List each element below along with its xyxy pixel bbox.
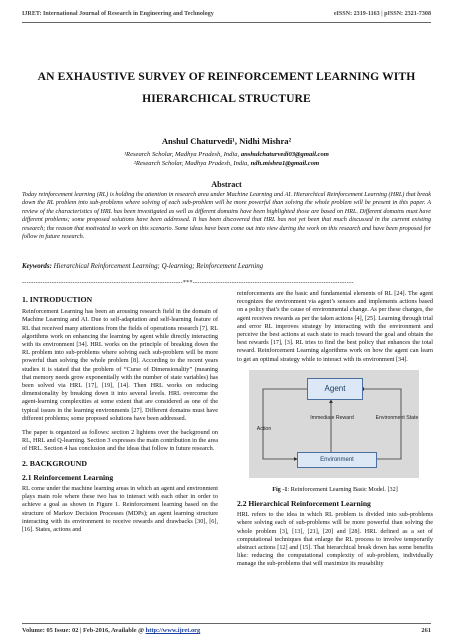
hrl-paragraph: HRL refers to the idea in which RL problem is divided into sub-problems where solving each of sub-problems will be more powerful than solving the whole problem [3], [13], [21], [20] and [28]. HRL defined as a set of computational techniques that enlarge the RL process to involve temporarily abstract actions [12] and [15]. That hierarchical break down has some benefits like: reducing the computational complexity of sub-problem, individually manage the sub-problems that will maximize its reusability [237, 511, 433, 568]
figure-label: Fig -1 [272, 485, 288, 493]
header-rule [22, 22, 431, 23]
state-label: Environment State [375, 414, 419, 421]
reward-label: Immediate Reward [310, 414, 354, 421]
intro-paragraph-1: Reinforcement Learning has been an arousing research field in the domain of Machine Learning and AI. Due to self-adaptation and self-learning feature of RL that received many attentions from the fields of operations research [7]. RL algorithms work on enhancing the learning by agent while directly interacting with its environment [34]. HRL works on the principle of breaking down the RL problem into sub-problems where solving each sub-problem will be more powerful than solving the whole problem [8]. According to the recent years studies it is stated that the problem of “Curse of Dimensionality” (meaning that memory needs grow exponentially with the number of state variables) has been solved via HRL [17], [19], [14]. Then HRL works on reducing dimensionality by breaking down it into several levels. HRL overcome the agent-learning complexities at some extent that are considered as one of the typical issues in the learning environments [27]. Different domains must have different problems; some proposed solutions have been addressed. [22, 308, 218, 422]
heading-hierarchical-rl: 2.2 Hierarchical Reinforcement Learning [237, 499, 371, 509]
authors: Anshul Chaturvedi¹, Nidhi Mishra² [161, 136, 292, 146]
left-column [22, 290, 218, 540]
running-header [22, 11, 431, 17]
affiliation-2: ²Research Scholar, Madhya Pradesh, India, ndh.mishra1@gmail.com [133, 160, 320, 167]
rl-paragraph-continued: reinforcements are the basic and fundamental elements of RL [24]. The agent recognizes the environment via agent’s sensors and implements actions based on a policy that’s the cause of environmental change. As per these changes, the agent receives rewards as per the taken actions [4], [25]. Learning through trial and error RL improves strategy by interacting with the environment and perceive the best actions at each state to reach toward the goal and obtain the best rewards [17], [3]. RL tries to find the best policy that enhances the total reward. Reinforcement Learning algorithms work on how the agent can learn to get an optimal strategy while to interact with its environment [34]. [237, 290, 433, 363]
rl-paragraph: RL come under the machine learning areas in which an agent and environment plays main role where these two has to interact with each other in order to achieve a goal as shown in Figure 1. Reinforcement learning based on the structure of Markov Decision Processes (MDPs); an agent learning structure interacting with its environment to receive rewards and drawbacks [30], [6], [16]. States, actions and [22, 485, 218, 534]
heading-background: 2. BACKGROUND [22, 458, 87, 468]
section-separator: ----------------------------------------------------------------------***---------------------------------------------------------------------- [22, 280, 354, 286]
paper-title: AN EXHAUSTIVE SURVEY OF REINFORCEMENT LEARNING WITH HIERARCHICAL STRUCTURE [37, 70, 416, 105]
journal-link[interactable]: http://www.ijret.org [145, 627, 201, 634]
issn: eISSN: 2319-1163 | pISSN: 2321-7308 [333, 11, 431, 17]
email-1[interactable]: anshulchaturvedi03@gmail.com [240, 151, 329, 158]
right-column [237, 290, 433, 575]
email-2[interactable]: ndh.mishra1@gmail.com [250, 160, 320, 167]
abstract-text: Today reinforcement learning (RL) is holding the attention in research area under Machine Learning and AI. Hierarchical Reinforcement Learning (HRL) that break down the RL problem into sub-problems where solving of each sub-problem will be more powerful than solving the whole problem will be present in this paper. A review of the characteristics of HRL has been investigated as well as different domains have been highlighted those are based on HRL. Different domains must have different problems; some proposed solutions have been addressed. It has been discovered that HRL has not yet been that much discussed in the current existing research; the reason that motivated to work on this scenario. Some ideas have been come out into view during the work on this research and have been proposed for follow in future research. [22, 191, 431, 241]
heading-reinforcement-learning: 2.1 Reinforcement Learning [22, 472, 114, 482]
keywords [22, 263, 431, 270]
rl-basic-model-figure [249, 370, 419, 478]
heading-introduction: 1. INTRODUCTION [22, 295, 93, 304]
affiliation-1: ¹Research Scholar, Madhya Pradesh, India, anshulchaturvedi03@gmail.com [124, 151, 329, 158]
keywords-label: Keywords: [22, 263, 52, 270]
environment-box: Environment [297, 452, 377, 468]
page-number: 261 [421, 627, 431, 634]
figure-caption: Fig -1: Reinforcement Learning Basic Model. [32] [272, 485, 398, 493]
abstract-heading: Abstract [211, 180, 242, 189]
intro-paragraph-2: The paper is organized as follows: section 2 lightens over the background on RL, HRL and Q-learning. Section 3 expresses the main contribution in the area of HRL. Section 4 has conclusion and the ideas that follow in future research. [22, 429, 218, 453]
journal-name: IJRET: International Journal of Research in Engineering and Technology [22, 11, 214, 17]
footer-rule [22, 623, 431, 624]
agent-box: Agent [307, 378, 363, 400]
footer-volume: Volume: 05 Issue: 02 | Feb-2016, Available @ http://www.ijret.org [22, 627, 201, 634]
page-footer [22, 627, 431, 634]
action-label: Action [256, 425, 272, 432]
keywords-list: Hierarchical Reinforcement Learning; Q-learning; Reinforcement Learning [51, 263, 264, 270]
